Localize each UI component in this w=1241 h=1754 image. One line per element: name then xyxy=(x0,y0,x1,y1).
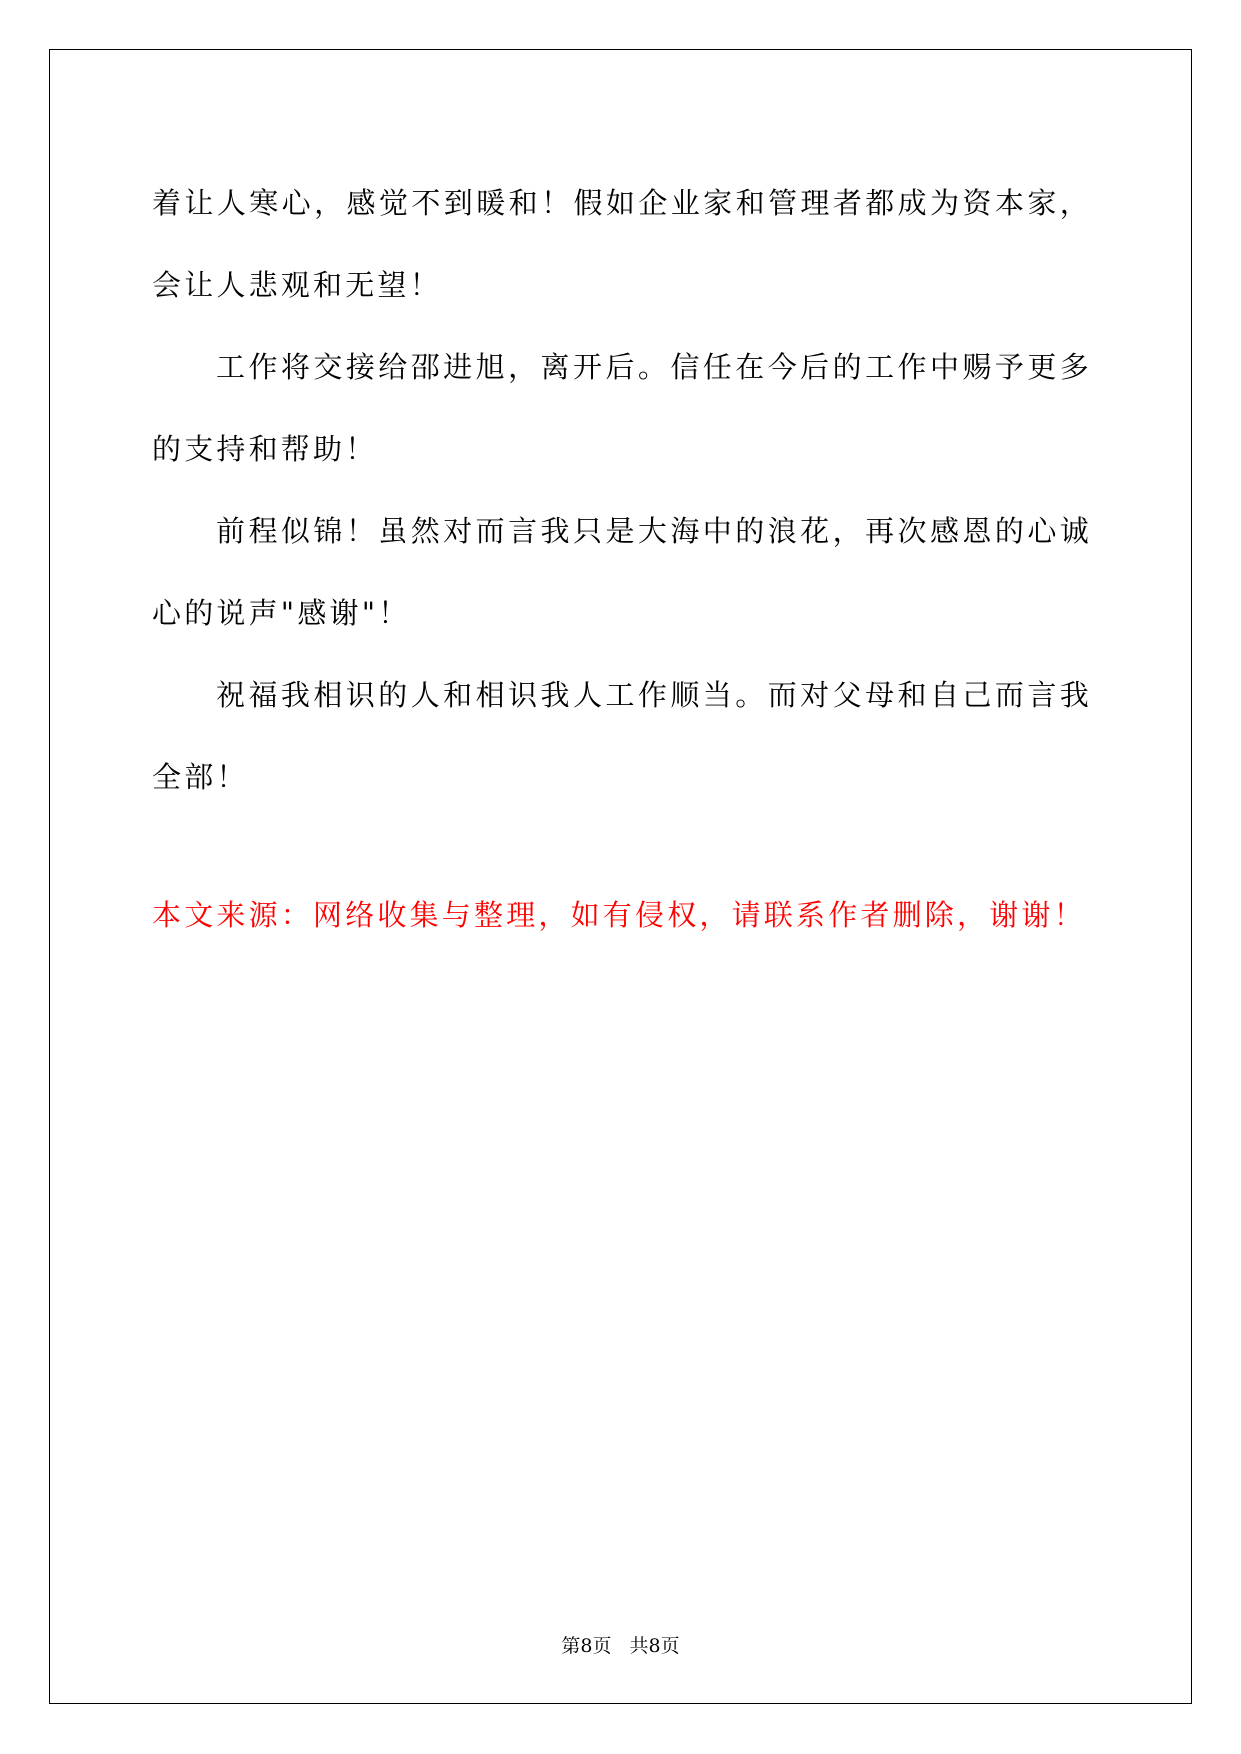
source-disclaimer: 本文来源：网络收集与整理，如有侵权，请联系作者删除，谢谢！ xyxy=(152,898,1086,932)
page-number-total: 共8页 xyxy=(629,1635,680,1657)
document-body xyxy=(152,162,1092,818)
page-number-current: 第8页 xyxy=(561,1635,612,1657)
paragraph: 工作将交接给邵进旭，离开后。信任在今后的工作中赐予更多的支持和帮助！ xyxy=(152,350,1092,466)
page-footer xyxy=(0,1633,1241,1659)
paragraph: 前程似锦！虽然对而言我只是大海中的浪花，再次感恩的心诚心的说声"感谢"！ xyxy=(152,514,1092,630)
paragraph: 祝福我相识的人和相识我人工作顺当。而对父母和自己而言我全部！ xyxy=(152,678,1092,794)
paragraph: 着让人寒心，感觉不到暖和！假如企业家和管理者都成为资本家，会让人悲观和无望！ xyxy=(152,186,1092,302)
